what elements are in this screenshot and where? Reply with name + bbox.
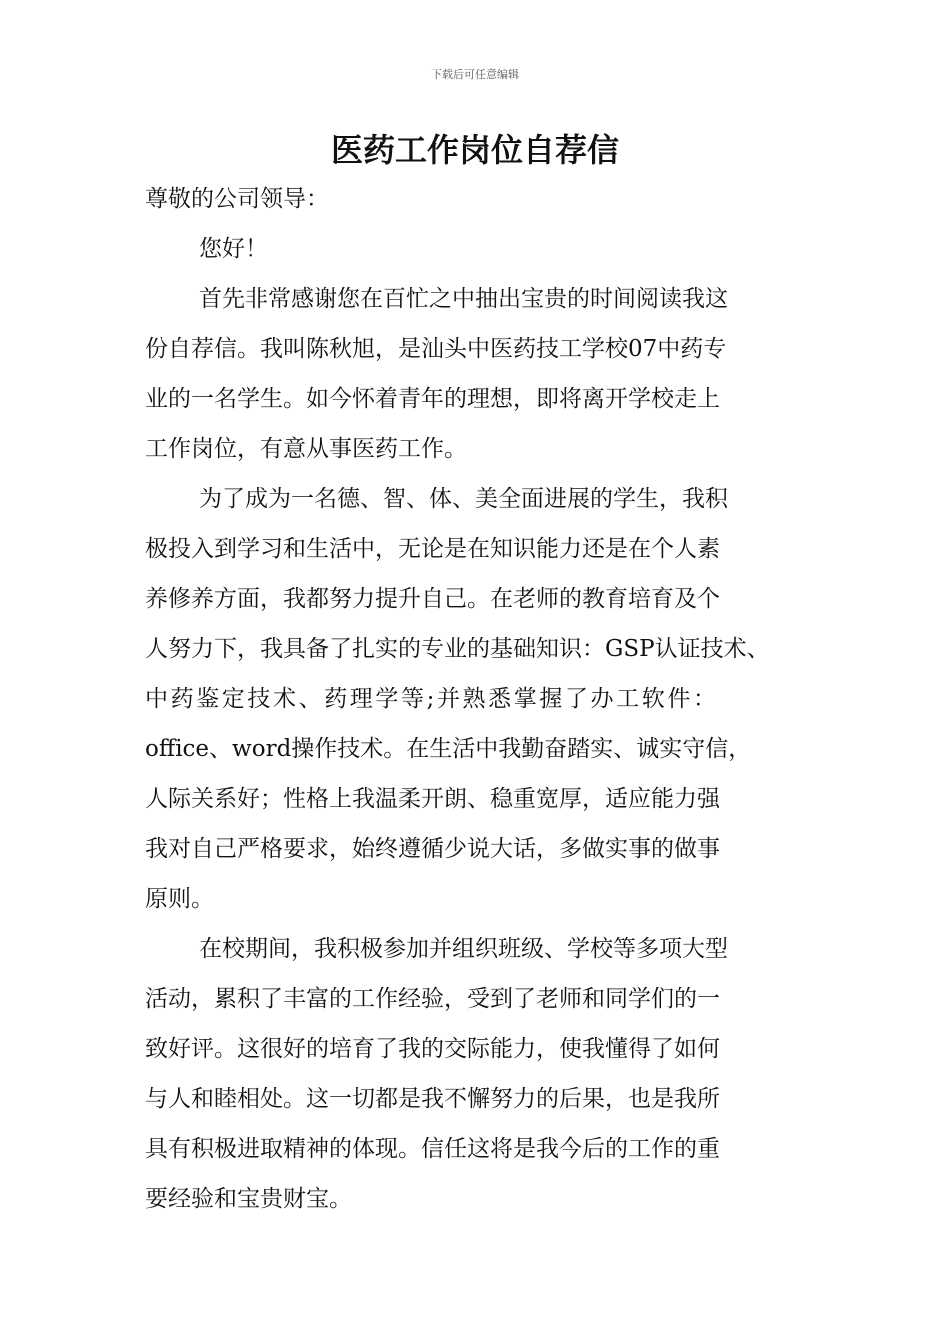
- paragraph-2-line-2: 极投入到学习和生活中，无论是在知识能力还是在个人素: [145, 536, 720, 562]
- greeting-line: 您好！: [199, 236, 268, 262]
- paragraph-2-line-1: 为了成为一名德、智、体、美全面进展的学生，我积: [199, 486, 728, 512]
- document-title: 医药工作岗位自荐信: [330, 131, 619, 169]
- paragraph-1-line-3: 业的一名学生。如今怀着青年的理想，即将离开学校走上: [145, 386, 720, 412]
- paragraph-2-line-6: office、word操作技术。在生活中我勤奋踏实、诚实守信，: [145, 736, 752, 762]
- page-header-note: 下载后可任意编辑: [431, 68, 519, 81]
- paragraph-3-line-5: 具有积极进取精神的体现。信任这将是我今后的工作的重: [145, 1136, 720, 1162]
- paragraph-3-line-4: 与人和睦相处。这一切都是我不懈努力的后果，也是我所: [145, 1086, 720, 1112]
- paragraph-1-line-4: 工作岗位，有意从事医药工作。: [145, 436, 467, 462]
- paragraph-2-line-5: 中药鉴定技术、药理学等;并熟悉掌握了办工软件：: [145, 686, 719, 712]
- paragraph-3-line-6: 要经验和宝贵财宝。: [145, 1186, 352, 1212]
- salutation-line: 尊敬的公司领导：: [145, 186, 329, 212]
- paragraph-3-line-1: 在校期间，我积极参加并组织班级、学校等多项大型: [199, 936, 728, 962]
- paragraph-2-line-8: 我对自己严格要求，始终遵循少说大话，多做实事的做事: [145, 836, 720, 862]
- paragraph-1-line-1: 首先非常感谢您在百忙之中抽出宝贵的时间阅读我这: [199, 286, 728, 312]
- paragraph-2-line-3: 养修养方面，我都努力提升自己。在老师的教育培育及个: [145, 586, 720, 612]
- paragraph-3-line-2: 活动，累积了丰富的工作经验，受到了老师和同学们的一: [145, 986, 720, 1012]
- paragraph-1-line-2: 份自荐信。我叫陈秋旭，是汕头中医药技工学校07中药专: [145, 336, 727, 362]
- letter-body: [145, 174, 809, 1224]
- paragraph-2-line-9: 原则。: [145, 886, 214, 912]
- paragraph-2-line-4: 人努力下，我具备了扎实的专业的基础知识：GSP认证技术、: [145, 636, 770, 662]
- paragraph-2-line-7: 人际关系好；性格上我温柔开朗、稳重宽厚，适应能力强: [145, 786, 720, 812]
- paragraph-3-line-3: 致好评。这很好的培育了我的交际能力，使我懂得了如何: [145, 1036, 720, 1062]
